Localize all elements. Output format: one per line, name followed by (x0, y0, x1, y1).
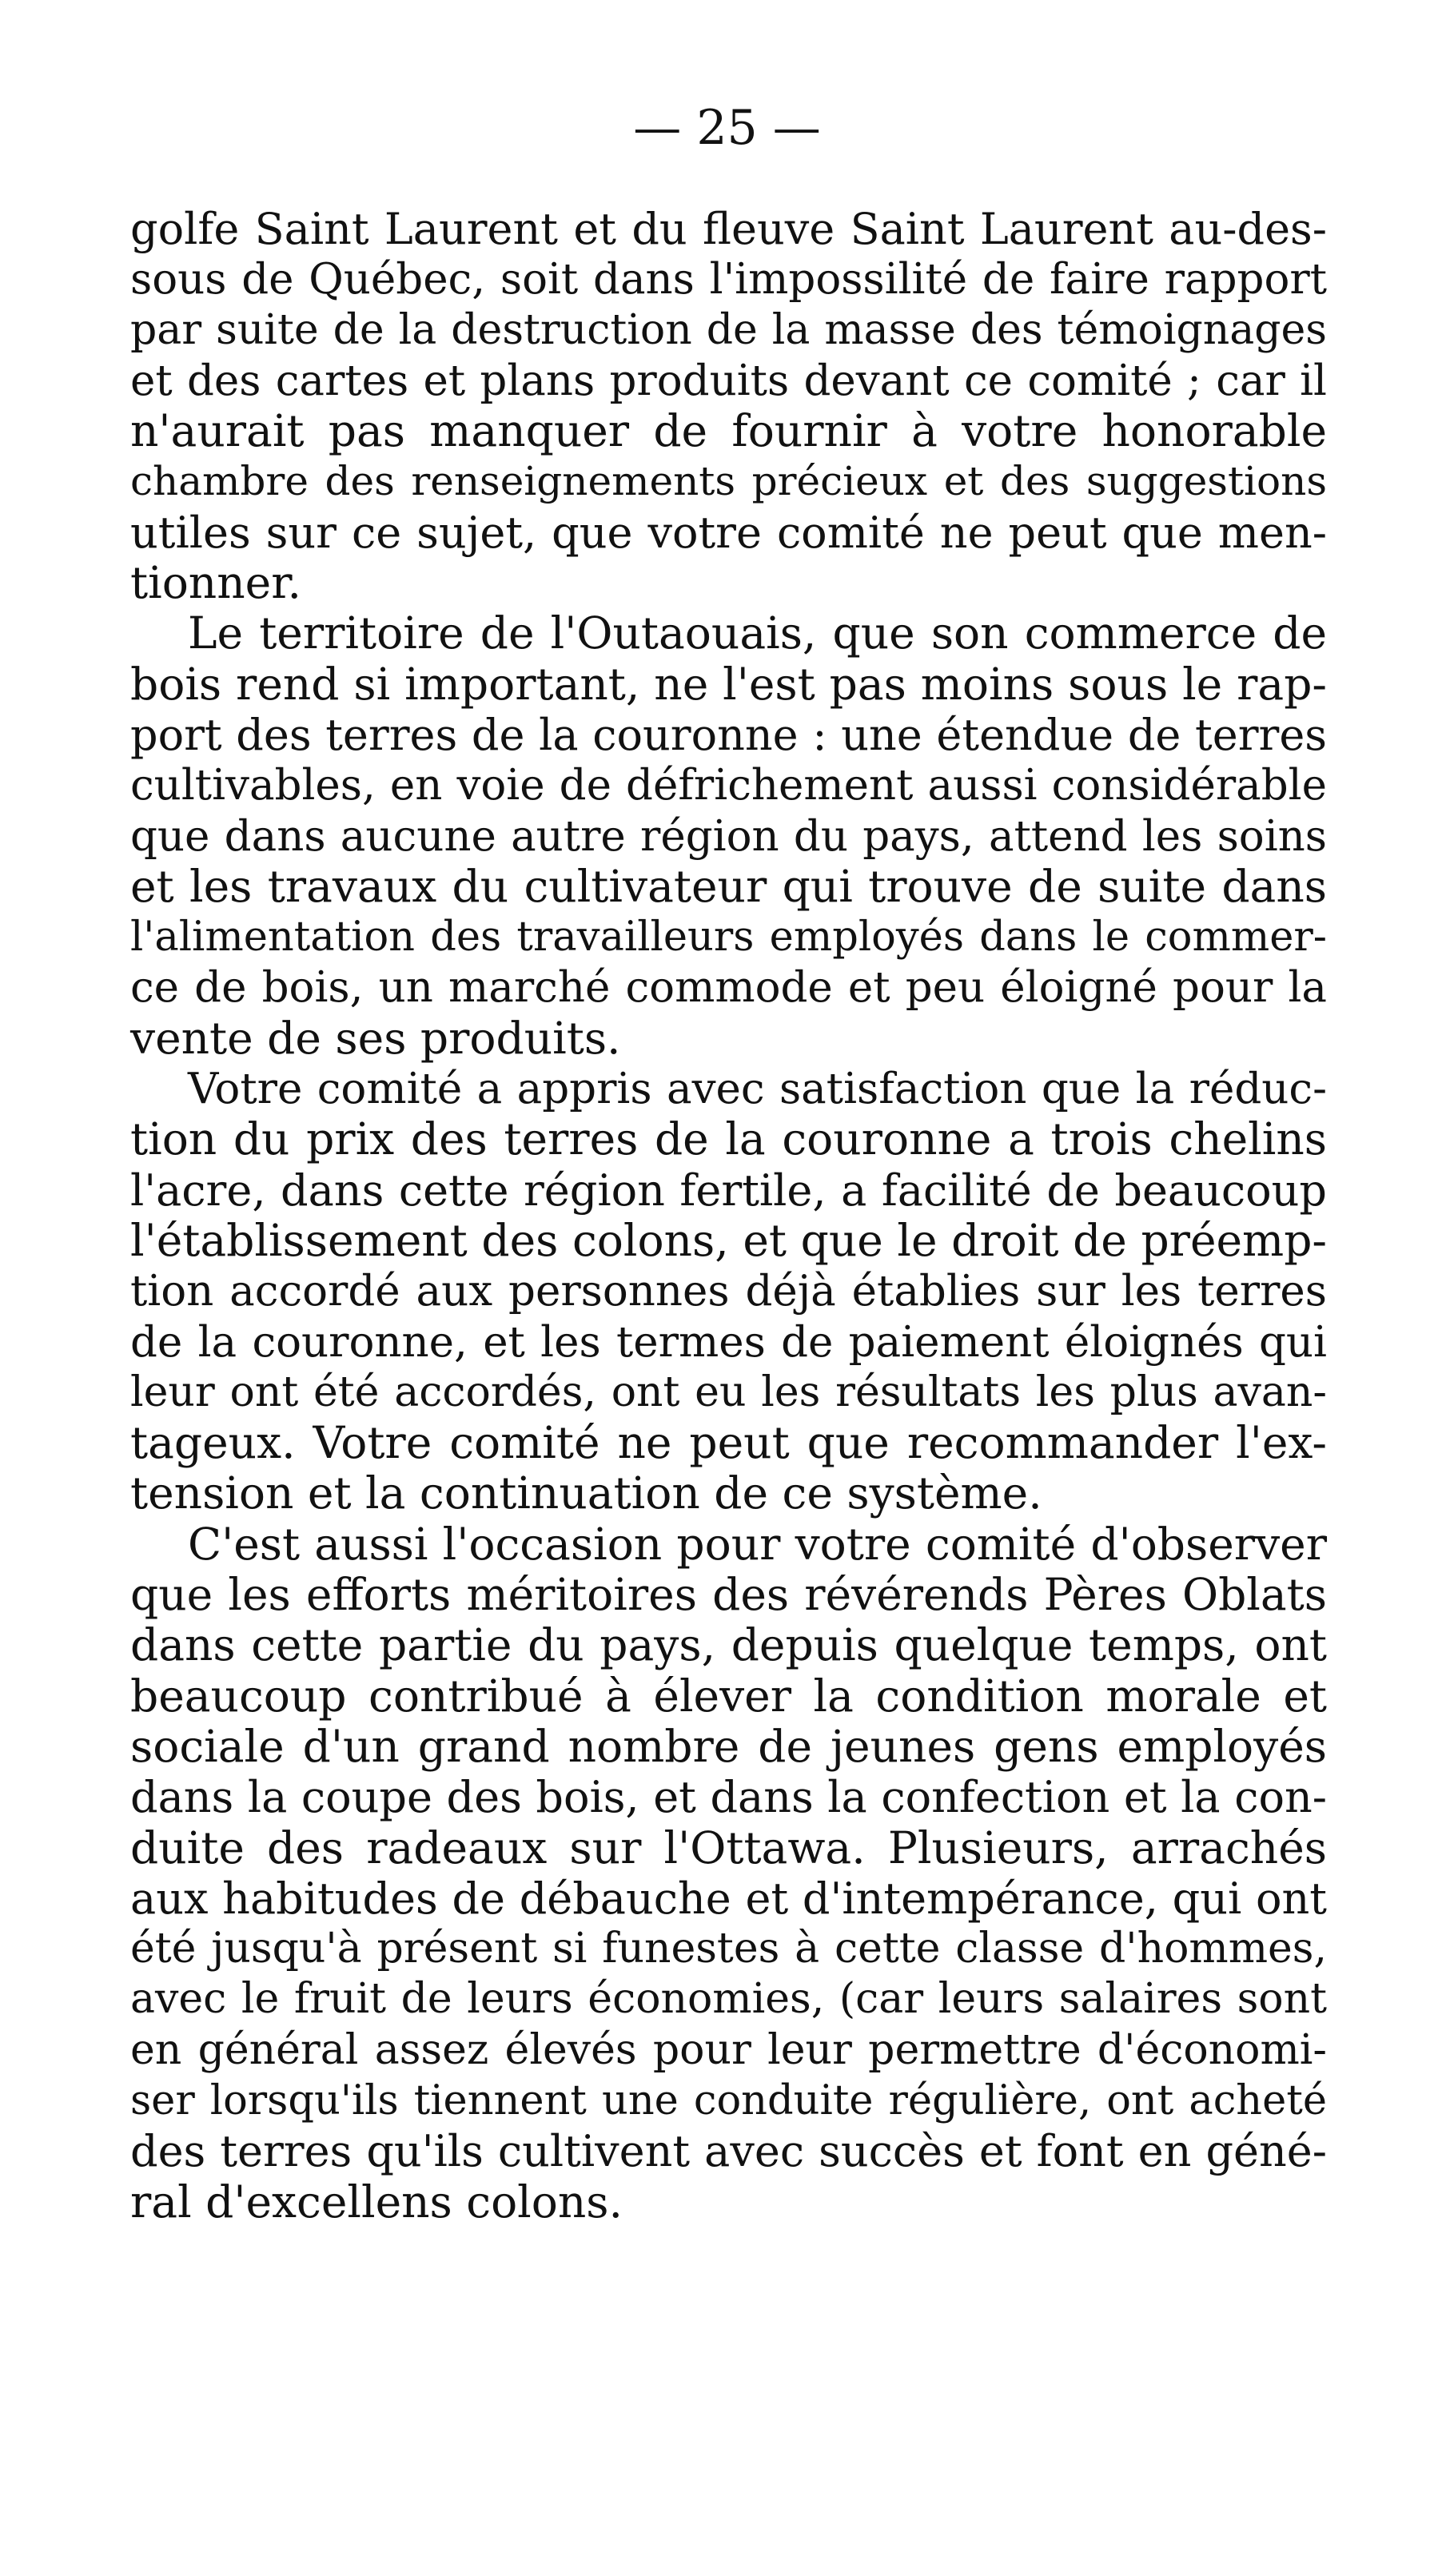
text-line: tion accordé aux personnes déjà établies sur les terres (130, 1267, 1327, 1316)
text-line: cultivables, en voie de défrichement aussi considérable (130, 761, 1327, 810)
page-number: — 25 — (633, 100, 821, 156)
text-line: et les travaux du cultivateur qui trouve de suite dans (130, 860, 1327, 912)
text-line: dans la coupe des bois, et dans la confection et la con- (130, 1772, 1327, 1823)
text-line: dans cette partie du pays, depuis quelque temps, ont (130, 1619, 1327, 1671)
text-line: vente de ses produits. (130, 1012, 621, 1064)
text-line: duite des radeaux sur l'Ottawa. Plusieurs, arrachés (130, 1822, 1327, 1873)
text-line: leur ont été accordés, ont eu les résultats les plus avan- (130, 1368, 1327, 1416)
text-line: que les efforts méritoires des révérends Pères Oblats (130, 1569, 1327, 1621)
text-line: tension et la continuation de ce système. (130, 1467, 1042, 1519)
text-line: ral d'excellens colons. (130, 2176, 623, 2228)
text-line: de la couronne, et les termes de paiement éloignés qui (130, 1317, 1327, 1367)
text-line: et des cartes et plans produits devant ce comité ; car il (130, 356, 1327, 405)
text-line: Votre comité a appris avec satisfaction que la réduc- (188, 1065, 1327, 1114)
text-line: C'est aussi l'occasion pour votre comité d'observer (188, 1518, 1327, 1570)
text-line: beaucoup contribué à élever la condition morale et (130, 1670, 1327, 1722)
text-line: par suite de la destruction de la masse des témoignages (130, 305, 1327, 354)
text-line: tageux. Votre comité ne peut que recommander l'ex- (130, 1417, 1327, 1469)
text-line: ce de bois, un marché commode et peu éloigné pour la (130, 963, 1327, 1013)
text-line: que dans aucune autre région du pays, attend les soins (130, 811, 1327, 861)
text-line: aux habitudes de débauche et d'intempérance, qui ont (130, 1873, 1327, 1924)
text-line: bois rend si important, ne l'est pas moins sous le rap- (130, 658, 1327, 710)
text-line: chambre des renseignements précieux et des suggestions (130, 458, 1327, 505)
text-line: avec le fruit de leurs économies, (car leurs salaires sont (130, 1975, 1327, 2024)
body-text (130, 204, 1327, 2228)
text-line: tionner. (130, 557, 301, 609)
text-line: sociale d'un grand nombre de jeunes gens employés (130, 1720, 1327, 1772)
text-line: des terres qu'ils cultivent avec succès et font en géné- (130, 2126, 1327, 2177)
text-line: en général assez élevés pour leur permettre d'économi- (130, 2025, 1327, 2074)
text-line: été jusqu'à présent si funestes à cette classe d'hommes, (130, 1925, 1327, 1973)
text-line: ser lorsqu'ils tiennent une conduite régulière, ont acheté (130, 2076, 1327, 2124)
text-line: l'alimentation des travailleurs employés dans le commer- (130, 914, 1327, 962)
text-line: n'aurait pas manquer de fournir à votre honorable (130, 405, 1327, 457)
text-line: port des terres de la couronne : une étendue de terres (130, 709, 1327, 760)
text-line: tion du prix des terres de la couronne a trois chelins (130, 1113, 1327, 1165)
text-line: sous de Québec, soit dans l'impossilité de faire rapport (130, 255, 1327, 305)
text-line: l'établissement des colons, et que le droit de préemp- (130, 1214, 1327, 1266)
text-line: l'acre, dans cette région fertile, a facilité de beaucoup (130, 1165, 1327, 1216)
text-line: Le territoire de l'Outaouais, que son commerce de (188, 607, 1327, 659)
text-line: utiles sur ce sujet, que votre comité ne peut que men- (130, 507, 1327, 558)
text-line: golfe Saint Laurent et du fleuve Saint Laurent au-des- (130, 204, 1327, 254)
